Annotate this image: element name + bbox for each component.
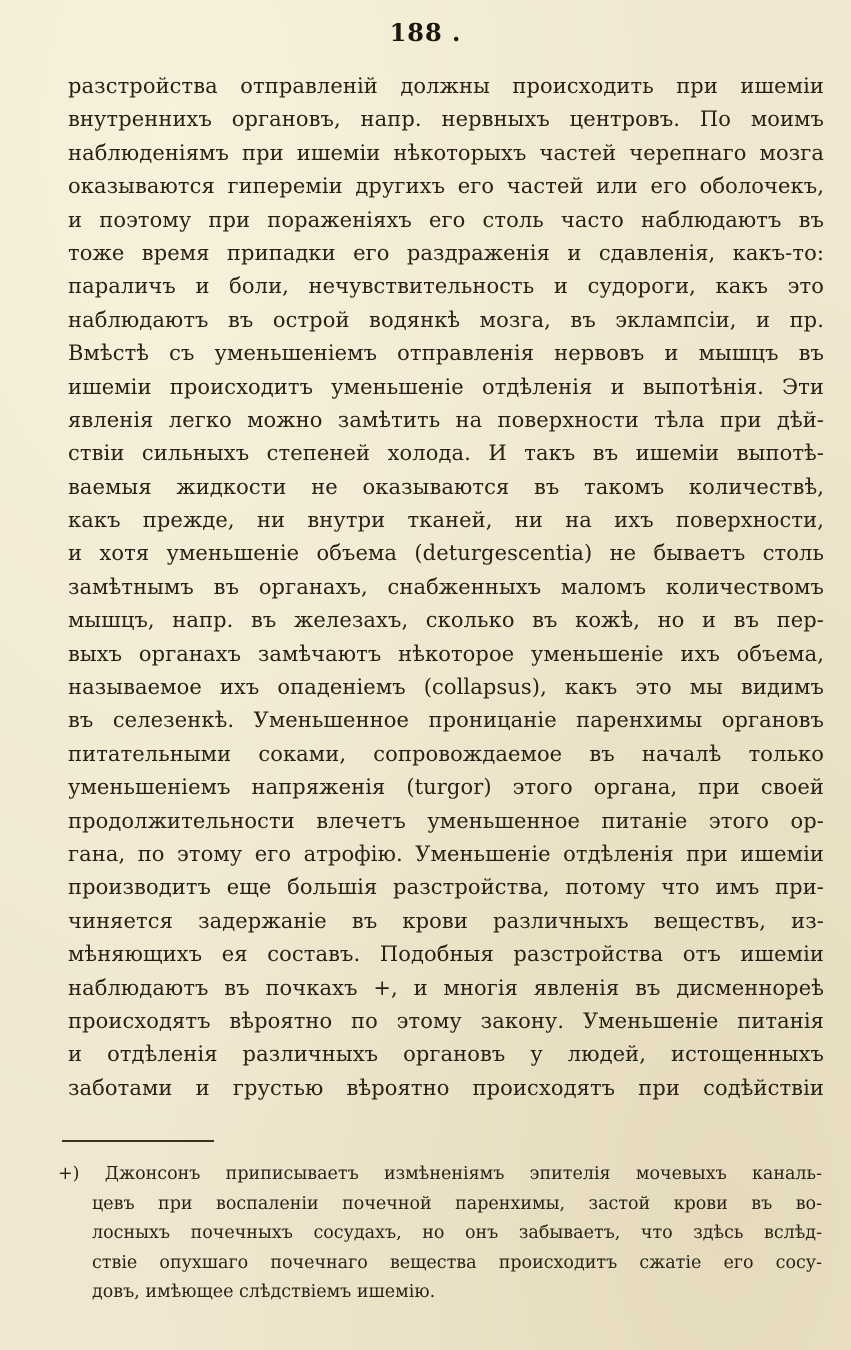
text-line: наблюдаютъ въ острой водянкѣ мозга, въ эклампсіи, и пр.	[68, 307, 824, 332]
text-line: происходятъ вѣроятно по этому закону. Уменьшеніе питанія	[68, 1008, 824, 1033]
text-line: въ селезенкѣ. Уменьшенное проницаніе паренхимы органовъ	[68, 708, 824, 733]
text-line: Вмѣстѣ съ уменьшеніемъ отправленія нервовъ и мышцъ въ	[68, 341, 824, 366]
text-line: и отдѣленія различныхъ органовъ у людей, истощенныхъ	[68, 1042, 824, 1067]
text-line: производитъ еще большія разстройства, потому что имъ при-	[68, 875, 824, 900]
text-line: и поэтому при пораженіяхъ его столь часто наблюдаютъ въ	[68, 207, 824, 232]
footnote-divider	[62, 1140, 214, 1142]
text-line: замѣтнымъ въ органахъ, снабженныхъ маломъ количествомъ	[68, 574, 824, 599]
text-line: ваемыя жидкости не оказываются въ такомъ количествѣ,	[68, 474, 824, 499]
text-line: и хотя уменьшеніе объема (deturgescentia) не бываетъ столь	[68, 541, 824, 566]
footnote-line: лосныхъ почечныхъ сосудахъ, но онъ забываетъ, что здѣсь вслѣд-	[92, 1223, 822, 1244]
body-text	[68, 70, 824, 1105]
text-line: уменьшеніемъ напряженія (turgor) этого органа, при своей	[68, 775, 824, 800]
text-line: явленія легко можно замѣтить на поверхности тѣла при дѣй-	[68, 407, 824, 432]
text-line: наблюдаютъ въ почкахъ +, и многія явленія въ дисменнореѣ	[68, 975, 824, 1000]
text-line: питательными соками, сопровождаемое въ началѣ только	[68, 741, 824, 766]
footnote-line: ствіе опухшаго почечнаго вещества происходитъ сжатіе его сосу-	[92, 1252, 822, 1273]
text-line: называемое ихъ опаденіемъ (collapsus), какъ это мы видимъ	[68, 675, 824, 700]
text-line: наблюденіямъ при ишеміи нѣкоторыхъ частей черепнаго мозга	[68, 140, 824, 165]
footnote-line: цевъ при воспаленіи почечной паренхимы, застой крови въ во-	[92, 1193, 822, 1214]
text-line: тоже время припадки его раздраженія и сдавленія, какъ-то:	[68, 240, 824, 265]
text-line: ствіи сильныхъ степеней холода. И такъ въ ишеміи выпотѣ-	[68, 441, 824, 466]
text-line: заботами и грустью вѣроятно происходятъ при содѣйствіи	[68, 1075, 824, 1100]
text-line: ишеміи происходитъ уменьшеніе отдѣленія и выпотѣнія. Эти	[68, 374, 824, 399]
text-line: оказываются гипереміи другихъ его частей или его оболочекъ,	[68, 174, 824, 199]
text-line: какъ прежде, ни внутри тканей, ни на ихъ поверхности,	[68, 508, 824, 533]
text-line: разстройства отправленій должны происходить при ишеміи	[68, 74, 824, 98]
text-line: продолжительности влечетъ уменьшенное питаніе этого ор-	[68, 808, 824, 833]
text-line: мѣняющихъ ея составъ. Подобныя разстройства отъ ишеміи	[68, 942, 824, 967]
text-line: внутреннихъ органовъ, напр. нервныхъ центровъ. По моимъ	[68, 107, 824, 132]
text-line: чиняется задержаніе въ крови различныхъ веществъ, из-	[68, 908, 824, 933]
footnote	[58, 1160, 822, 1308]
text-line: параличъ и боли, нечувствительность и судороги, какъ это	[68, 274, 824, 299]
text-line: выхъ органахъ замѣчаютъ нѣкоторое уменьшеніе ихъ объема,	[68, 641, 824, 666]
text-line: гана, по этому его атрофію. Уменьшеніе отдѣленія при ишеміи	[68, 841, 824, 866]
footnote-line: довъ, имѣющее слѣдствіемъ ишемію.	[92, 1282, 436, 1303]
page-number: 188 .	[389, 18, 462, 47]
text-line: мышцъ, напр. въ железахъ, сколько въ кожѣ, но и въ пер-	[68, 608, 824, 633]
footnote-line: +) Джонсонъ приписываетъ измѣненіямъ эпителія мочевыхъ каналь-	[58, 1164, 822, 1184]
